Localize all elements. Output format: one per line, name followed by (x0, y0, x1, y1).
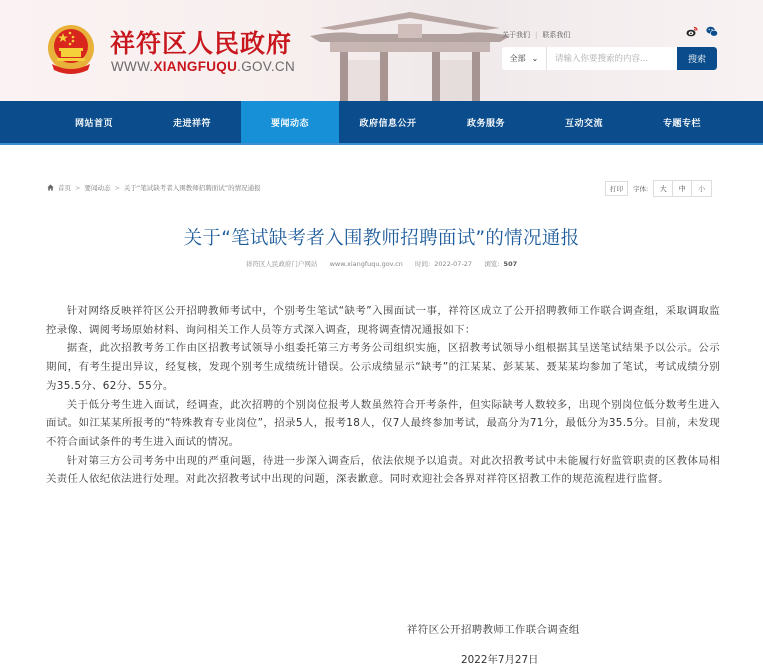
search-scope-select[interactable] (502, 47, 547, 70)
search-scope-value: 全部 (509, 54, 526, 63)
national-emblem-icon (46, 22, 96, 76)
article-meta (0, 259, 763, 268)
social-links (686, 26, 718, 37)
font-size-small-button[interactable]: 小 (698, 184, 706, 193)
nav-item-about-xiangfu[interactable]: 走进祥符 (172, 118, 211, 129)
top-links (502, 30, 570, 40)
nav-item-topics[interactable]: 专题专栏 (662, 118, 701, 129)
nav-item-gov-info[interactable]: 政府信息公开 (359, 118, 417, 129)
article-date: 2022年7月27日 (461, 654, 539, 666)
nav-item-home[interactable]: 网站首页 (74, 118, 113, 129)
font-size-label: 字体: (633, 185, 649, 193)
article-time: 2022-07-27 (434, 260, 473, 268)
site-header (0, 0, 763, 101)
print-button[interactable]: 打印 (605, 181, 628, 196)
memorial-arch-image (300, 0, 520, 101)
nav-item-news[interactable]: 要闻动态 (241, 101, 339, 143)
article-paragraph: 据查，此次招教考务工作由区招教考试领导小组委托第三方考务公司组织实施，区招教考试领导小组根据其呈送笔试结果予以公示。公示期间，有考生提出异议，经复核，发现个别考生成绩统计错误。公示成绩显示“缺考”的江某某、彭某某、聂某某均参加了笔试，考试成绩分别为35.5分、62分、55分。 (46, 342, 720, 392)
about-us-link[interactable]: 关于我们 (502, 31, 530, 39)
site-url-prefix: WWW. (111, 59, 154, 74)
article-body (46, 302, 720, 489)
article-source: 祥符区人民政府门户网站 (245, 260, 318, 268)
font-size-medium-button[interactable]: 中 (673, 181, 692, 196)
nav-item-services[interactable]: 政务服务 (466, 118, 505, 129)
site-url (111, 59, 295, 74)
article-paragraph: 关于低分考生进入面试，经调查，此次招聘的个别岗位报考人数虽然符合开考条件，但实际缺考人数较多，出现个别岗位低分数考生进入面试。如江某某所报考的“特殊教育专业岗位”，招录5人，报考18人，仅7人最终参加考试，最高分为71分，最低分为35.5分。目前，未发现不符合面试条件的考生进入面试的情况。 (46, 398, 720, 448)
article-time-label: 时间: (415, 260, 431, 268)
breadcrumb-separator: > (75, 183, 81, 192)
font-size-large-button[interactable]: 大 (654, 181, 673, 196)
search-input[interactable] (547, 47, 677, 70)
site-url-suffix: .GOV.CN (237, 59, 296, 74)
article-source-url: www.xiangfuqu.gov.cn (329, 260, 403, 268)
wechat-icon[interactable] (706, 26, 718, 37)
article-views-count: 507 (503, 260, 518, 268)
article-signature: 祥符区公开招聘教师工作联合调查组 (407, 624, 580, 636)
breadcrumb-current: 关于“笔试缺考者入围教师招聘面试”的情况通报 (123, 184, 261, 192)
breadcrumb-home[interactable]: 首页 (58, 184, 71, 192)
search-button[interactable]: 搜索 (677, 47, 717, 70)
font-size-group (653, 180, 712, 197)
site-title[interactable]: 祥符区人民政府 (110, 29, 293, 58)
article-paragraph: 针对第三方公司考务中出现的严重问题，待进一步深入调查后，依法依规予以追责。对此次招教考试中未能履行好监管职责的区教体局相关责任人依纪依法进行处理。对此次招教考试中出现的问题，深表歉意。同时欢迎社会各界对祥符区招教工作的规范流程进行监督。 (46, 454, 720, 486)
article-paragraph: 针对网络反映祥符区公开招聘教师考试中，个别考生笔试“缺考”入围面试一事，祥符区成立了公开招聘教师工作联合调查组，采取调取监控录像、调阅考场原始材料、询问相关工作人员等方式深入调查，现将调查情况通报如下： (46, 305, 720, 336)
breadcrumb (47, 183, 261, 192)
divider: | (535, 31, 538, 39)
nav-item-interaction[interactable]: 互动交流 (564, 118, 603, 129)
article-views-label: 浏览: (484, 260, 500, 268)
breadcrumb-separator: > (114, 183, 120, 192)
contact-us-link[interactable]: 联系我们 (542, 31, 571, 39)
article-title: 关于“笔试缺考者入围教师招聘面试”的情况通报 (183, 228, 580, 249)
article-tools (605, 180, 712, 197)
site-url-brand: XIANGFUQU (153, 59, 238, 74)
breadcrumb-news[interactable]: 要闻动态 (84, 184, 111, 192)
main-nav (0, 101, 763, 145)
home-icon (47, 184, 54, 191)
weibo-icon[interactable] (686, 26, 698, 37)
search-bar (502, 47, 717, 70)
chevron-down-icon: ⌄ (531, 54, 539, 63)
